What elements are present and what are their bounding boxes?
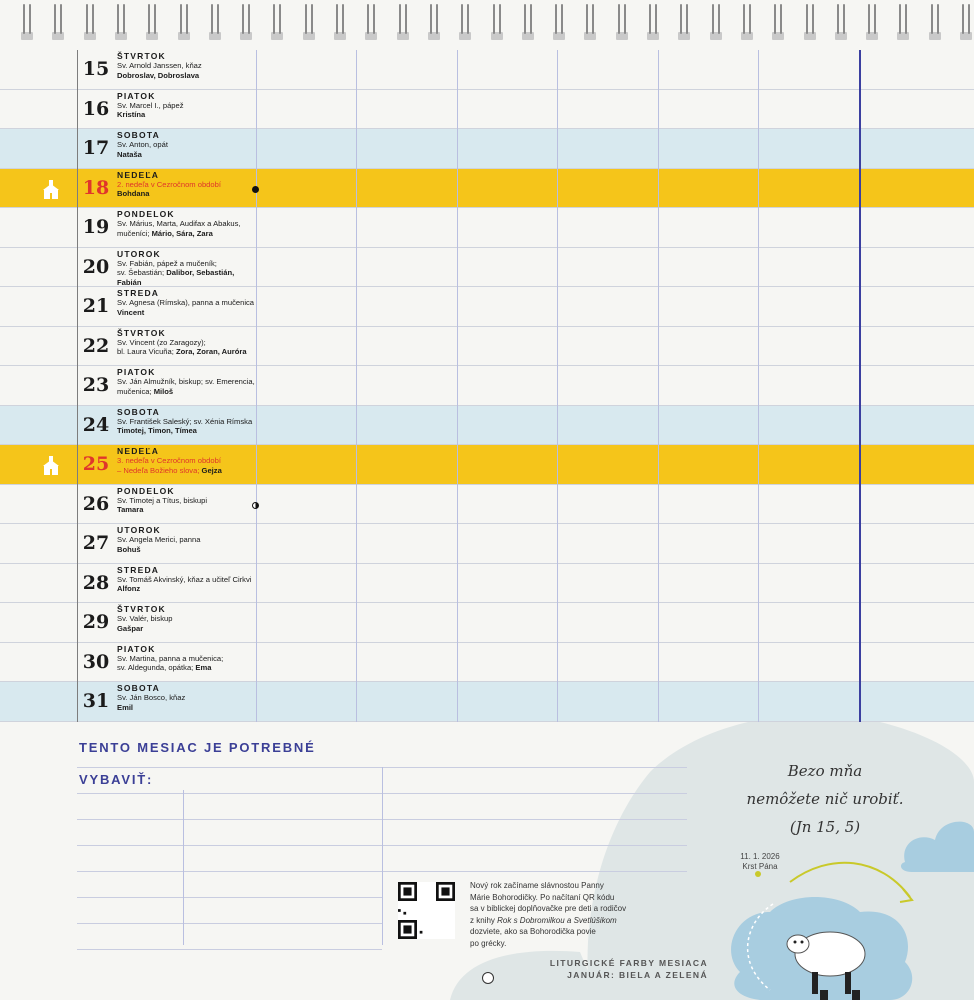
day-number: 31 — [82, 690, 110, 712]
day-name: PIATOK — [117, 643, 156, 654]
bottom-section — [0, 722, 974, 1000]
spiral-ring — [646, 4, 660, 40]
day-number: 28 — [82, 571, 110, 594]
spiral-ring — [239, 4, 253, 40]
quote-line-2: nemôžete nič urobiť. — [746, 790, 904, 808]
day-saints: Sv. Vincent (zo Zaragozy); bl. Laura Vicuña; Zora, Zoran, Auróra — [117, 337, 247, 356]
row-margin — [0, 643, 77, 682]
spiral-ring — [458, 4, 472, 40]
day-number: 22 — [82, 334, 110, 357]
row-margin — [0, 90, 77, 129]
day-number: 25 — [82, 453, 110, 475]
day-name: UTOROK — [117, 525, 161, 535]
day-row-29[interactable] — [0, 603, 974, 643]
day-number: 18 — [82, 176, 110, 199]
row-margin — [0, 445, 77, 484]
spiral-ring — [51, 4, 65, 40]
spiral-ring — [928, 4, 942, 40]
event-name: Krst Pána — [742, 862, 778, 871]
day-saints: 2. nedeľa v Cezročnom období Bohdana — [117, 179, 221, 198]
column-divider — [758, 50, 759, 722]
day-number: 26 — [82, 492, 110, 515]
liturgical-colors — [540, 957, 708, 981]
row-margin — [0, 485, 77, 524]
row-margin — [0, 564, 77, 603]
day-number: 24 — [82, 413, 110, 436]
day-name: STREDA — [117, 564, 160, 575]
day-saints: Sv. Ján Almužník, biskup; sv. Emerencia, mučenica; Miloš — [117, 377, 255, 396]
qr-text-line: Márie Bohorodičky. Po načítaní QR kódu — [470, 892, 615, 902]
day-name: ŠTVRTOK — [117, 51, 166, 61]
day-name: PIATOK — [117, 367, 156, 377]
column-divider — [658, 50, 659, 722]
day-number: 17 — [82, 137, 110, 159]
day-row-22[interactable] — [0, 327, 974, 367]
row-margin — [0, 169, 77, 208]
row-margin — [0, 129, 77, 168]
spiral-ring — [427, 4, 441, 40]
column-divider — [557, 50, 558, 722]
day-row-15[interactable] — [0, 50, 974, 90]
quote-reference: (Jn 15, 5) — [789, 818, 861, 836]
spiral-ring — [771, 4, 785, 40]
day-name: SOBOTA — [117, 130, 160, 140]
spiral-ring — [177, 4, 191, 40]
column-divider — [859, 50, 861, 722]
day-row-18[interactable] — [0, 169, 974, 209]
need-subtitle: VYBAVIŤ: — [79, 772, 154, 787]
first-quarter-moon-icon — [252, 502, 259, 509]
spiral-ring — [896, 4, 910, 40]
need-title: TENTO MESIAC JE POTREBNÉ — [79, 740, 316, 755]
day-row-16[interactable] — [0, 90, 974, 130]
day-saints: Sv. Tomáš Akvinský, kňaz a učiteľ Cirkvi Alfonz — [117, 574, 252, 593]
liturgical-colors-value: JANUÁR: BIELA A ZELENÁ — [567, 970, 708, 980]
day-saints: Sv. Valér, biskup Gašpar — [117, 614, 173, 633]
row-margin — [0, 287, 77, 326]
day-saints: Sv. Ján Bosco, kňaz Emil — [117, 693, 186, 712]
spiral-ring — [83, 4, 97, 40]
day-name: ŠTVRTOK — [117, 604, 166, 614]
spiral-binding — [0, 0, 974, 46]
spiral-ring — [803, 4, 817, 40]
spiral-ring — [677, 4, 691, 40]
day-saints: Sv. Timotej a Títus, biskupi Tamara — [117, 495, 208, 514]
row-margin — [0, 524, 77, 563]
column-divider — [457, 50, 458, 722]
day-saints: Sv. Marcel I., pápež Kristína — [117, 100, 184, 119]
spiral-ring — [302, 4, 316, 40]
day-number: 20 — [82, 255, 110, 278]
day-saints: Sv. Angela Merici, panna Bohuš — [117, 535, 201, 554]
day-number: 15 — [82, 58, 110, 80]
day-row-31[interactable] — [0, 682, 974, 722]
row-margin — [0, 248, 77, 287]
day-number: 29 — [82, 611, 110, 633]
day-number: 23 — [82, 374, 110, 396]
day-saints: 3. nedeľa v Cezročnom období – Nedeľa Božieho slova; Gejza — [117, 456, 222, 475]
day-row-21[interactable] — [0, 287, 974, 327]
day-number: 21 — [82, 295, 110, 317]
day-row-30[interactable] — [0, 643, 974, 683]
row-margin — [0, 50, 77, 89]
row-margin — [0, 603, 77, 642]
spiral-ring — [709, 4, 723, 40]
spiral-ring — [490, 4, 504, 40]
spiral-ring — [583, 4, 597, 40]
write-column-divider — [183, 790, 184, 945]
spiral-ring — [20, 4, 34, 40]
row-margin — [0, 366, 77, 405]
write-line[interactable] — [77, 923, 382, 924]
quote-line-1: Bezo mňa — [787, 762, 863, 780]
spiral-ring — [740, 4, 754, 40]
qr-text-line: dozviete, ako sa Bohorodička povie — [470, 927, 596, 936]
day-name: SOBOTA — [117, 406, 160, 417]
spiral-ring — [552, 4, 566, 40]
qr-text-line: sa v biblickej doplňovačke pre deti a rodičov — [470, 904, 627, 913]
day-row-26[interactable] — [0, 485, 974, 525]
hanging-hole — [482, 972, 494, 984]
qr-text-line: z knihy Rok s Dobromilkou a Svetlúšikom — [470, 915, 617, 925]
row-margin — [0, 208, 77, 247]
day-saints: Sv. Agnesa (Rímska), panna a mučenica Vincent — [117, 298, 255, 317]
spiral-ring — [615, 4, 629, 40]
column-divider — [256, 50, 257, 722]
write-column-divider — [382, 767, 383, 945]
day-saints: Sv. Anton, opát Nataša — [117, 140, 168, 159]
new-moon-icon — [252, 186, 259, 193]
day-row-23[interactable] — [0, 366, 974, 406]
write-line[interactable] — [77, 897, 382, 898]
day-number: 19 — [82, 216, 110, 238]
spiral-ring — [145, 4, 159, 40]
qr-description — [470, 880, 670, 949]
row-margin — [0, 406, 77, 445]
feast-event — [730, 852, 790, 872]
day-name: NEDEĽA — [117, 169, 160, 180]
church-icon — [40, 179, 62, 201]
day-row-20[interactable] — [0, 248, 974, 288]
qr-text-line: po grécky. — [470, 938, 507, 948]
day-saints: Sv. Arnold Janssen, kňaz Dobroslav, Dobroslava — [117, 61, 202, 80]
spiral-ring — [364, 4, 378, 40]
church-icon — [40, 455, 62, 477]
column-divider — [356, 50, 357, 722]
day-saints: Sv. Márius, Marta, Audifax a Abakus, mučeníci; Mário, Sára, Zara — [117, 219, 241, 238]
spiral-ring — [270, 4, 284, 40]
bible-quote — [740, 757, 910, 841]
day-row-27[interactable] — [0, 524, 974, 564]
spiral-ring — [959, 4, 973, 40]
liturgical-colors-title: LITURGICKÉ FARBY MESIACA — [549, 958, 708, 968]
day-saints: Sv. Fabián, pápež a mučeník; sv. Šebastián; Dalibor, Sebastián, Fabián — [117, 258, 235, 287]
spiral-ring — [521, 4, 535, 40]
day-name: PONDELOK — [117, 209, 175, 219]
spiral-ring — [208, 4, 222, 40]
day-name: PONDELOK — [117, 485, 175, 496]
date-column-divider — [77, 50, 78, 722]
day-name: ŠTVRTOK — [117, 327, 166, 338]
day-row-17[interactable] — [0, 129, 974, 169]
day-name: STREDA — [117, 288, 160, 298]
day-number: 16 — [82, 97, 110, 120]
row-margin — [0, 682, 77, 721]
day-row-28[interactable] — [0, 564, 974, 604]
spiral-ring — [865, 4, 879, 40]
day-row-24[interactable] — [0, 406, 974, 446]
qr-code[interactable] — [398, 882, 455, 939]
day-number: 30 — [82, 650, 110, 673]
write-line[interactable] — [77, 949, 382, 950]
spiral-ring — [396, 4, 410, 40]
spiral-ring — [333, 4, 347, 40]
spiral-ring — [114, 4, 128, 40]
day-row-25[interactable] — [0, 445, 974, 485]
day-saints: Sv. František Saleský; sv. Xénia Rímska Timotej, Timon, Tímea — [117, 416, 253, 435]
spiral-ring — [834, 4, 848, 40]
day-row-19[interactable] — [0, 208, 974, 248]
qr-pattern — [398, 882, 455, 939]
day-name: PIATOK — [117, 90, 156, 101]
day-number: 27 — [82, 532, 110, 554]
calendar-grid — [0, 50, 974, 722]
day-saints: Sv. Martina, panna a mučenica; sv. Aldegunda, opátka; Ema — [117, 653, 224, 672]
day-name: SOBOTA — [117, 683, 160, 693]
row-margin — [0, 327, 77, 366]
qr-text-line: Nový rok začíname slávnostou Panny — [470, 881, 604, 890]
day-name: UTOROK — [117, 248, 161, 259]
event-date: 11. 1. 2026 — [740, 852, 780, 861]
day-name: NEDEĽA — [117, 446, 160, 456]
